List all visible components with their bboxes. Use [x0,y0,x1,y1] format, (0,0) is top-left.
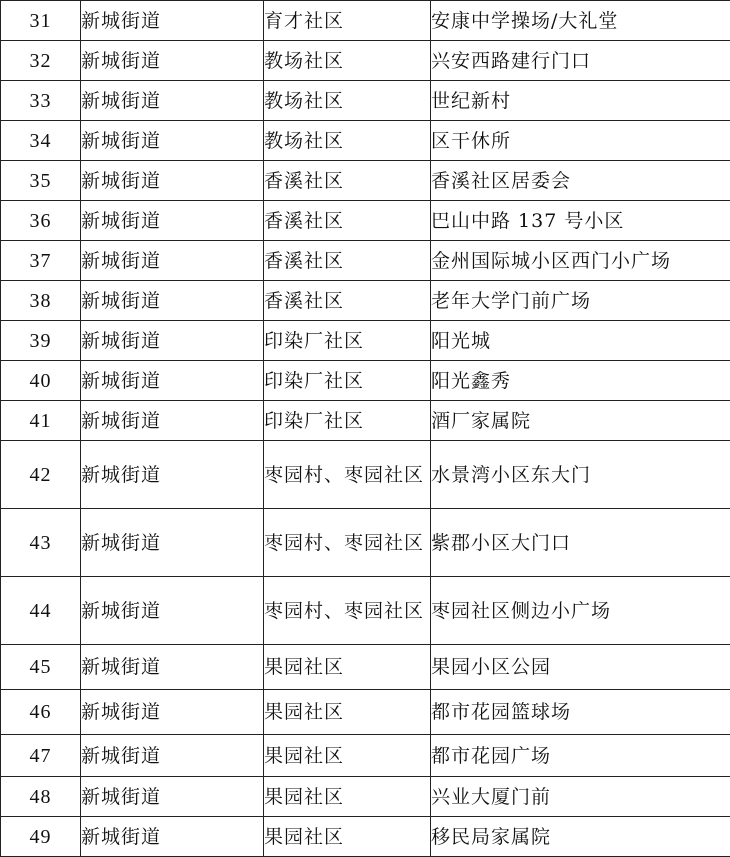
site-cell: 世纪新村 [431,81,730,121]
community-cell: 果园社区 [264,645,431,690]
table-row [1,241,730,281]
street-cell: 新城街道 [81,201,264,241]
street-cell: 新城街道 [81,281,264,321]
table-row [1,41,730,81]
street-cell: 新城街道 [81,577,264,645]
site-cell: 都市花园篮球场 [431,690,730,735]
street-cell: 新城街道 [81,777,264,817]
site-cell: 枣园社区侧边小广场 [431,577,730,645]
street-cell: 新城街道 [81,509,264,577]
table-row [1,1,730,41]
row-number: 38 [1,281,81,321]
street-cell: 新城街道 [81,361,264,401]
row-number: 36 [1,201,81,241]
street-cell: 新城街道 [81,817,264,857]
street-cell: 新城街道 [81,241,264,281]
row-number: 49 [1,817,81,857]
table-row [1,201,730,241]
row-number: 40 [1,361,81,401]
site-cell: 阳光城 [431,321,730,361]
community-cell: 香溪社区 [264,161,431,201]
table-row [1,81,730,121]
community-cell: 印染厂社区 [264,321,431,361]
row-number: 46 [1,690,81,735]
community-cell: 香溪社区 [264,281,431,321]
street-cell: 新城街道 [81,735,264,777]
row-number: 32 [1,41,81,81]
site-cell: 兴业大厦门前 [431,777,730,817]
community-cell: 枣园村、枣园社区 [264,577,431,645]
row-number: 35 [1,161,81,201]
community-cell: 果园社区 [264,735,431,777]
row-number: 44 [1,577,81,645]
row-number: 37 [1,241,81,281]
table-row [1,577,730,645]
community-cell: 枣园村、枣园社区 [264,441,431,509]
table-row [1,690,730,735]
row-number: 48 [1,777,81,817]
row-number: 34 [1,121,81,161]
table-row [1,777,730,817]
row-number: 39 [1,321,81,361]
street-cell: 新城街道 [81,441,264,509]
site-cell: 酒厂家属院 [431,401,730,441]
site-cell: 老年大学门前广场 [431,281,730,321]
site-cell: 阳光鑫秀 [431,361,730,401]
row-number: 45 [1,645,81,690]
street-cell: 新城街道 [81,41,264,81]
community-cell: 果园社区 [264,817,431,857]
community-cell: 香溪社区 [264,241,431,281]
street-cell: 新城街道 [81,321,264,361]
community-cell: 香溪社区 [264,201,431,241]
table-row [1,121,730,161]
community-cell: 育才社区 [264,1,431,41]
table-row [1,509,730,577]
table-row [1,441,730,509]
table-row [1,281,730,321]
table-row [1,161,730,201]
site-cell: 兴安西路建行门口 [431,41,730,81]
community-cell: 果园社区 [264,777,431,817]
street-cell: 新城街道 [81,121,264,161]
community-cell: 教场社区 [264,121,431,161]
street-cell: 新城街道 [81,81,264,121]
row-number: 42 [1,441,81,509]
site-cell: 都市花园广场 [431,735,730,777]
row-number: 41 [1,401,81,441]
site-cell: 移民局家属院 [431,817,730,857]
site-cell: 巴山中路 137 号小区 [431,201,730,241]
community-cell: 枣园村、枣园社区 [264,509,431,577]
street-cell: 新城街道 [81,161,264,201]
community-cell: 教场社区 [264,41,431,81]
site-table-body [1,1,730,857]
street-cell: 新城街道 [81,690,264,735]
site-cell: 果园小区公园 [431,645,730,690]
street-cell: 新城街道 [81,645,264,690]
community-cell: 印染厂社区 [264,401,431,441]
community-cell: 教场社区 [264,81,431,121]
table-row [1,361,730,401]
site-cell: 金州国际城小区西门小广场 [431,241,730,281]
street-cell: 新城街道 [81,401,264,441]
community-cell: 果园社区 [264,690,431,735]
site-cell: 紫郡小区大门口 [431,509,730,577]
table-row [1,817,730,857]
row-number: 43 [1,509,81,577]
row-number: 31 [1,1,81,41]
row-number: 33 [1,81,81,121]
row-number: 47 [1,735,81,777]
table-row [1,401,730,441]
table-row [1,645,730,690]
street-cell: 新城街道 [81,1,264,41]
site-cell: 水景湾小区东大门 [431,441,730,509]
site-cell: 安康中学操场/大礼堂 [431,1,730,41]
table-row [1,321,730,361]
site-cell: 区干休所 [431,121,730,161]
community-cell: 印染厂社区 [264,361,431,401]
site-cell: 香溪社区居委会 [431,161,730,201]
table-row [1,735,730,777]
